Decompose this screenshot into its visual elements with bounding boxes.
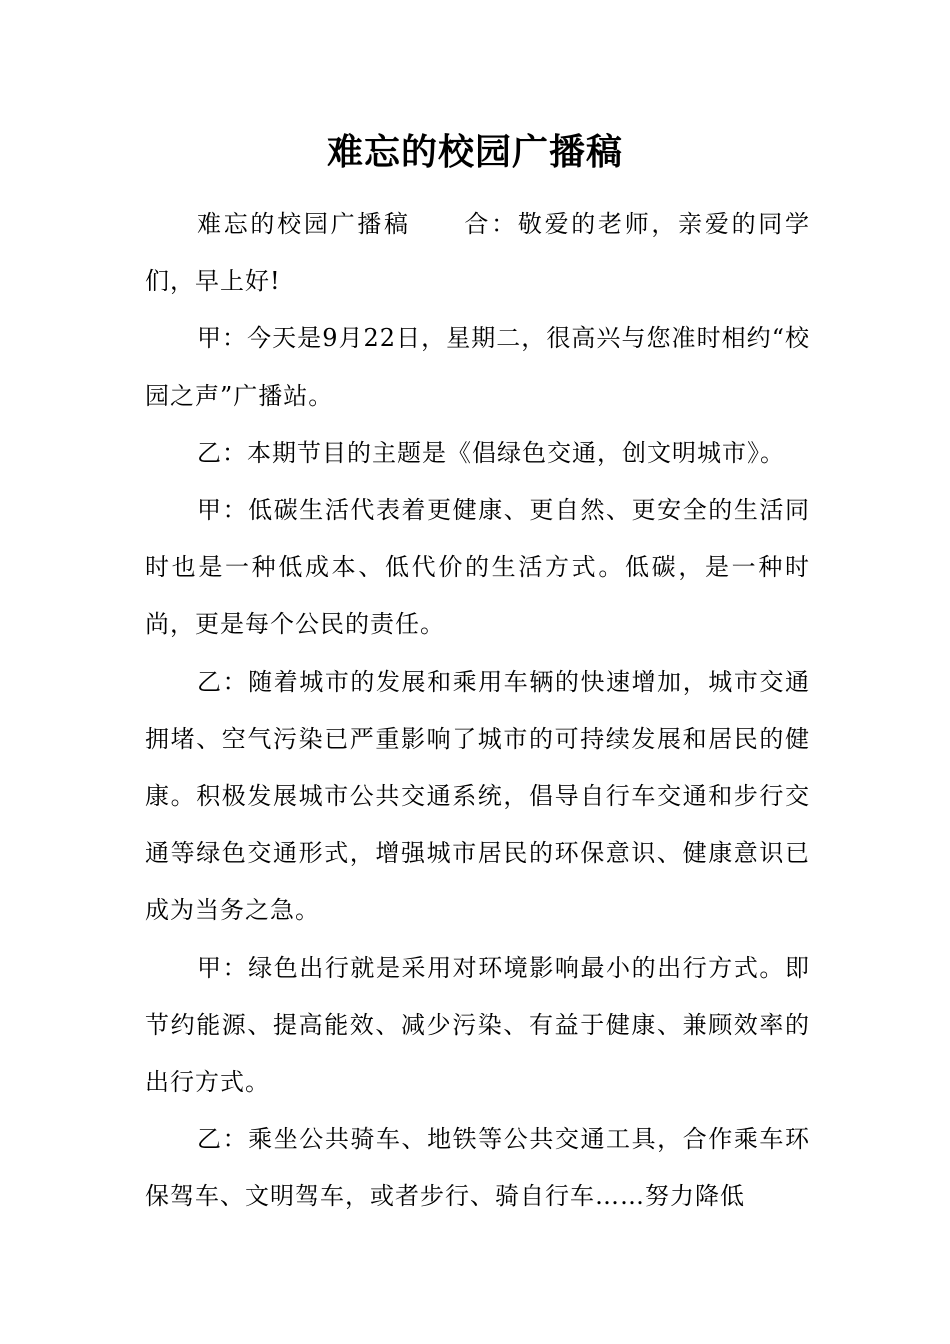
paragraph-1-lead: 难忘的校园广播稿 [197,210,411,238]
paragraph-7: 乙：乘坐公共骑车、地铁等公共交通工具，合作乘车环保驾车、文明驾车，或者步行、骑自行车……努力降低 [145,1125,810,1211]
paragraph-4: 甲：低碳生活代表着更健康、更自然、更安全的生活同时也是一种低成本、低代价的生活方式。低碳，是一种时尚，更是每个公民的责任。 [145,496,810,639]
paragraph-3: 乙：本期节目的主题是《倡绿色交通，创文明城市》。 [197,438,785,467]
paragraph-5: 乙：随着城市的发展和乘用车辆的快速增加，城市交通拥堵、空气污染已严重影响了城市的可持续发展和居民的健康。积极发展城市公共交通系统，倡导自行车交通和步行交通等绿色交通形式，增强城市居民的环保意识、健康意识已成为当务之急。 [145,667,810,925]
paragraph-2: 甲：今天是9月22日，星期二，很高兴与您准时相约“校园之声”广播站。 [145,324,810,410]
document-body [145,196,810,1226]
paragraph-6: 甲：绿色出行就是采用对环境影响最小的出行方式。即节约能源、提高能效、减少污染、有益于健康、兼顾效率的出行方式。 [145,953,810,1097]
paragraph-1-text: 合：敬爱的老师，亲爱的同学们，早上好! [145,210,811,296]
paragraph-1 [145,196,810,310]
document-title: 难忘的校园广播稿 [326,131,623,173]
